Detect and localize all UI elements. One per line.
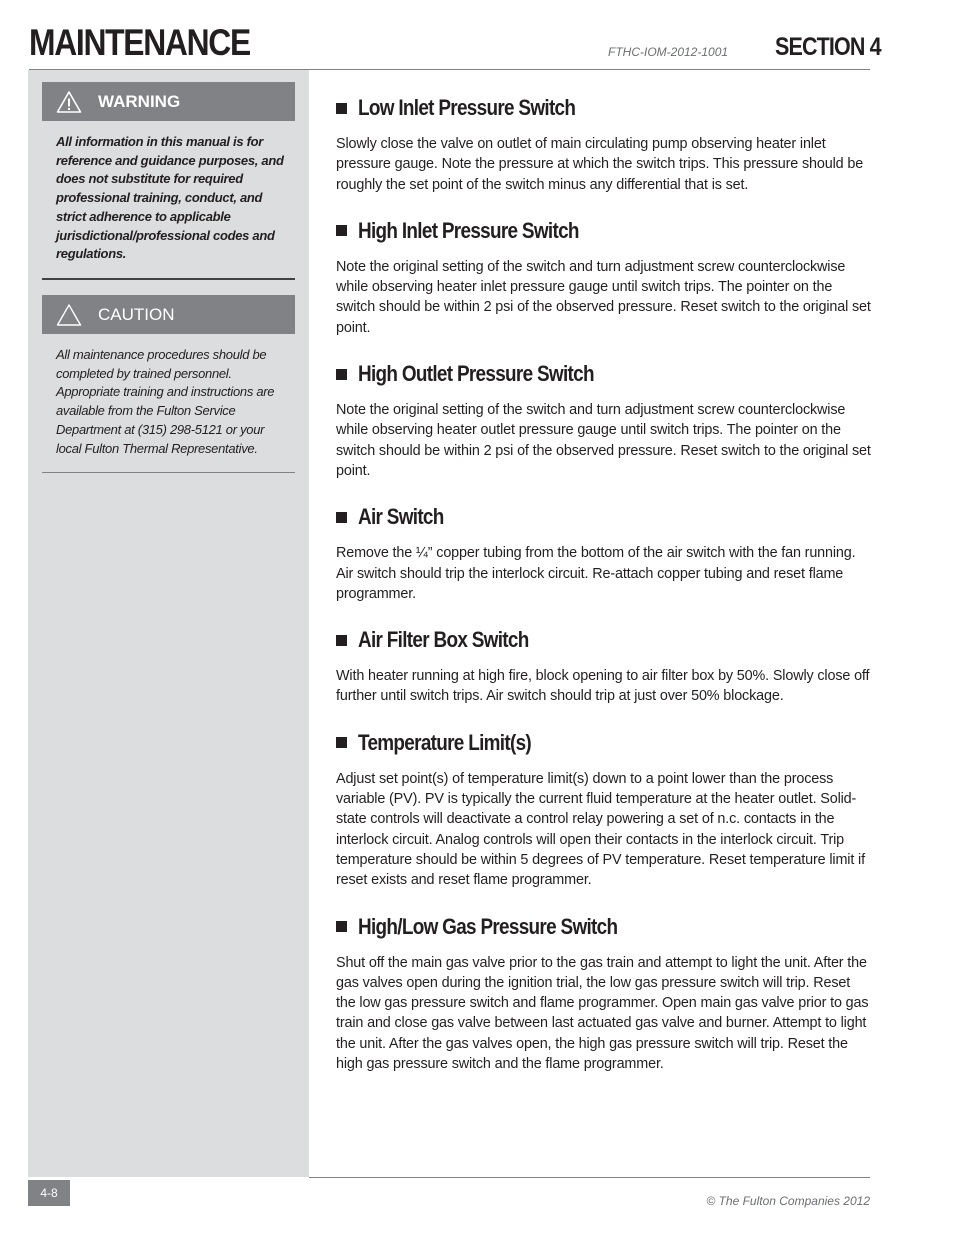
section-body: Remove the ¼” copper tubing from the bottom of the air switch with the fan running. Air switch should trip the interlock circuit. Re-attach copper tubing and reset flame programmer. <box>336 545 856 602</box>
section-body: Slowly close the valve on outlet of main circulating pump observing heater inlet pressure gauge. Note the pressure at which the switch trips. This pressure should be roughly the set point of the switch minus any differential that is set. <box>336 136 864 193</box>
square-bullet-icon <box>336 921 347 932</box>
section-heading: Low Inlet Pressure Switch <box>336 92 872 124</box>
section-body: Adjust set point(s) of temperature limit(s) down to a point lower than the process variable (PV). PV is typically the current fluid temperature at the heater outlet. Solid-state controls will deactivate a control relay powering a set of n.c. contacts in the interlock circuit. Analog controls will open their contacts in the interlock circuit. Trip temperature should be within 5 degrees of PV temperature. Reset temperature limit if reset exists and reset flame programmer. <box>336 770 865 889</box>
section-heading: High Outlet Pressure Switch <box>336 358 872 390</box>
section-air-filter-box-switch <box>336 624 872 707</box>
section-body: Note the original setting of the switch and turn adjustment screw counterclockwise while observing heater outlet pressure gauge until switch trips. The pointer on the switch should be within 2 psi of the observed pressure. Reset switch to the original set point. <box>336 402 871 479</box>
page-number: 4-8 <box>28 1180 70 1206</box>
square-bullet-icon <box>336 512 347 523</box>
section-heading: High Inlet Pressure Switch <box>336 215 872 247</box>
section-temperature-limits <box>336 727 872 891</box>
sidebar-divider <box>42 278 295 280</box>
caution-triangle-icon <box>56 303 82 327</box>
footer-divider <box>309 1177 870 1178</box>
section-high-inlet-pressure-switch <box>336 215 872 338</box>
square-bullet-icon <box>336 225 347 236</box>
section-air-switch <box>336 501 872 604</box>
section-body: Note the original setting of the switch and turn adjustment screw counterclockwise while observing heater inlet pressure gauge until switch trips. The pointer on the switch should be within 2 psi of the observed pressure. Reset switch to the original set point. <box>336 258 871 336</box>
caution-text: All maintenance procedures should be completed by trained personnel. Appropriate training and instructions are available from the Fulton Service Department at (315) 298-5121 or your local Fulton Thermal Representative. <box>56 347 275 456</box>
section-high-low-gas-pressure-switch <box>336 911 872 1075</box>
square-bullet-icon <box>336 369 347 380</box>
caution-header <box>42 295 295 334</box>
section-heading: Air Switch <box>336 501 872 533</box>
copyright: © The Fulton Companies 2012 <box>706 1194 870 1208</box>
warning-triangle-icon <box>56 90 82 114</box>
square-bullet-icon <box>336 103 347 114</box>
section-heading: High/Low Gas Pressure Switch <box>336 911 872 943</box>
warning-header <box>42 82 295 121</box>
warning-text: All information in this manual is for reference and guidance purposes, and does not substitute for required professional training, conduct, and strict adherence to applicable jurisdictional/professional codes and regulations. <box>56 134 284 262</box>
document-number: FTHC-IOM-2012-1001 <box>608 45 729 59</box>
section-high-outlet-pressure-switch <box>336 358 872 481</box>
caution-label: CAUTION <box>98 304 175 324</box>
section-label: SECTION 4 <box>775 33 881 61</box>
section-heading: Temperature Limit(s) <box>336 727 872 759</box>
square-bullet-icon <box>336 737 347 748</box>
sidebar-divider <box>42 472 295 473</box>
section-body: With heater running at high fire, block opening to air filter box by 50%. Slowly close off further until switch trips. Air switch should trip at just over 50% blockage. <box>336 668 870 705</box>
square-bullet-icon <box>336 635 347 646</box>
section-low-inlet-pressure-switch <box>336 92 872 195</box>
main-content <box>336 92 872 1094</box>
warning-label: WARNING <box>98 91 181 111</box>
page-title: MAINTENANCE <box>29 22 250 63</box>
section-heading: Air Filter Box Switch <box>336 624 872 656</box>
section-body: Shut off the main gas valve prior to the gas train and attempt to light the unit. After the gas valves open during the ignition trial, the low gas pressure switch will trip. Reset the low gas pressure switch and flame programmer. Open main gas valve prior to gas train and close gas valve between last actuated gas valve and burner. Attempt to light the unit. After the gas valves open, the high gas pressure switch will trip. Reset the high gas pressure switch and the flame programmer. <box>336 954 869 1073</box>
